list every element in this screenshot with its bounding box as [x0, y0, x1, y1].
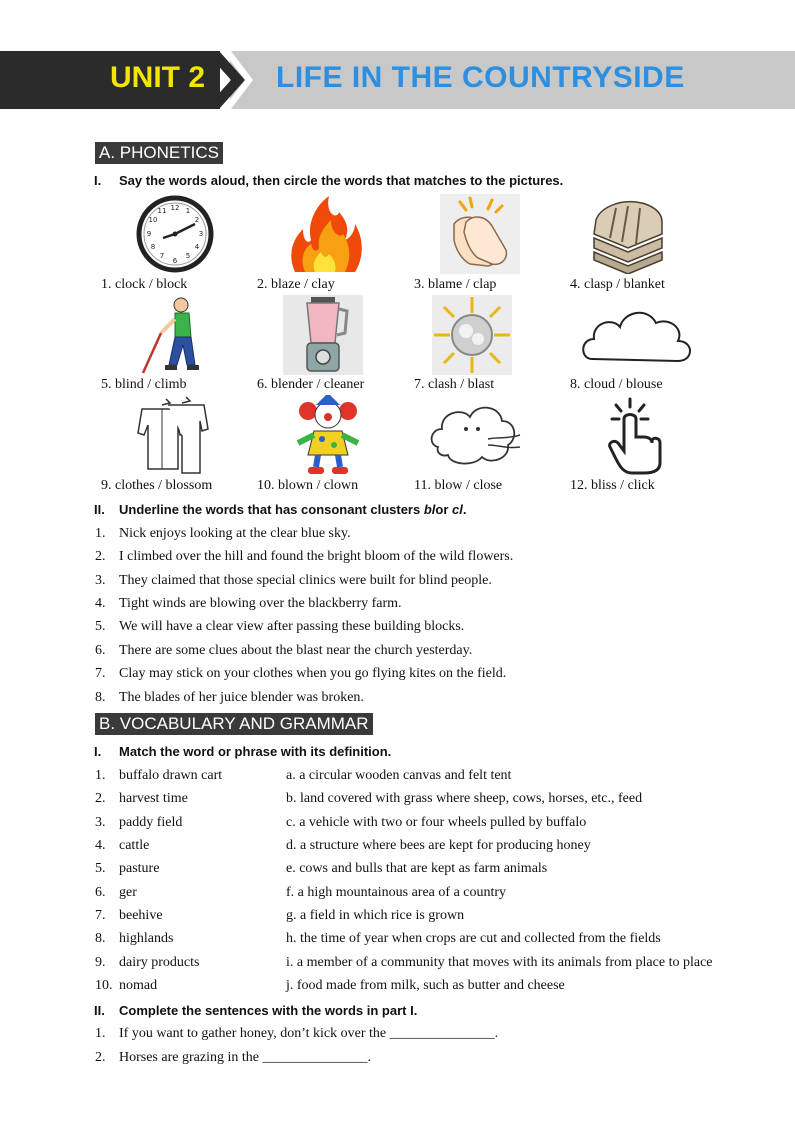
sentence-text: The blades of her juice blender was broken.	[119, 690, 364, 705]
blender-icon	[283, 295, 363, 375]
sentence-number: 1.	[95, 526, 106, 541]
part-number: II.	[94, 502, 105, 517]
clothes-icon	[132, 395, 212, 475]
sentence-number: 7.	[95, 666, 106, 681]
picture-caption: 2. blaze / clay	[257, 277, 335, 292]
picture-caption: 9. clothes / blossom	[101, 478, 213, 493]
match-number: 3.	[95, 815, 106, 830]
match-row	[95, 791, 188, 807]
match-row	[95, 931, 173, 947]
explosion-icon	[432, 295, 512, 375]
sentence-number: 2.	[95, 549, 106, 564]
picture-caption: 8. cloud / blouse	[570, 377, 663, 392]
section-b-part1-instruction	[94, 744, 391, 759]
instruction-text: Say the words aloud, then circle the words that matches to the pictures.	[119, 173, 564, 188]
sentence-text: Horses are grazing in the _______________.	[119, 1050, 371, 1065]
svg-text:1: 1	[185, 207, 191, 215]
match-word: dairy products	[119, 955, 200, 970]
match-word: highlands	[119, 931, 174, 946]
section-a-heading: A. PHONETICS	[95, 142, 223, 164]
sentence-line	[95, 619, 464, 635]
clicking-hand-icon	[600, 395, 680, 475]
svg-text:3: 3	[198, 230, 204, 238]
sentence-number: 2.	[95, 1050, 106, 1065]
svg-text:11: 11	[157, 207, 167, 215]
part-number: I.	[94, 173, 102, 188]
sentence-text: Nick enjoys looking at the clear blue sky.	[119, 526, 351, 541]
picture-caption: 12. bliss / click	[570, 478, 655, 493]
folded-blanket-icon	[588, 194, 668, 274]
match-number: 2.	[95, 791, 106, 806]
svg-text:6: 6	[172, 257, 178, 265]
instruction-text: Complete the sentences with the words in part I.	[119, 1003, 418, 1018]
picture-caption: 4. clasp / blanket	[570, 277, 665, 292]
match-word: harvest time	[119, 791, 188, 806]
sentence-line	[95, 643, 472, 659]
match-definition: b. land covered with grass where sheep, cows, horses, etc., feed	[286, 791, 643, 806]
match-row	[95, 908, 163, 924]
match-word: pasture	[119, 861, 160, 876]
unit-banner	[0, 51, 795, 109]
picture-caption: 10. blown / clown	[257, 478, 359, 493]
match-row	[95, 978, 157, 994]
sentence-line	[95, 573, 492, 589]
match-row	[95, 815, 182, 831]
sentence-text: Clay may stick on your clothes when you go flying kites on the field.	[119, 666, 507, 681]
svg-text:7: 7	[159, 252, 165, 260]
instruction-text: Match the word or phrase with its definition.	[119, 744, 392, 759]
clown-icon	[288, 395, 368, 475]
sentence-number: 6.	[95, 643, 106, 658]
sentence-line	[95, 526, 351, 542]
sentence-text: They claimed that those special clinics were built for blind people.	[119, 573, 492, 588]
part-number: II.	[94, 1003, 105, 1018]
match-row	[95, 838, 149, 854]
instruction-text: or	[435, 502, 453, 517]
picture-caption: 5. blind / climb	[101, 377, 187, 392]
fire-icon	[285, 194, 365, 274]
match-row	[95, 861, 159, 877]
match-definition: i. a member of a community that moves with its animals from place to place	[286, 955, 713, 970]
sentence-number: 1.	[95, 1026, 106, 1041]
part-number: I.	[94, 744, 102, 759]
picture-caption: 1. clock / block	[101, 277, 188, 292]
sentence-text: We will have a clear view after passing these building blocks.	[119, 619, 465, 634]
svg-text:8: 8	[150, 243, 156, 251]
svg-text:2: 2	[194, 216, 200, 224]
match-definition: g. a field in which rice is grown	[286, 908, 465, 923]
section-b-part2-instruction	[94, 1003, 417, 1018]
match-number: 8.	[95, 931, 106, 946]
match-number: 1.	[95, 768, 106, 783]
instruction-emphasis: bl	[423, 502, 436, 517]
instruction-text: Underline the words that has consonant clusters	[119, 502, 424, 517]
sentence-line	[95, 690, 364, 706]
sentence-number: 5.	[95, 619, 106, 634]
clock-icon	[135, 194, 215, 274]
match-number: 7.	[95, 908, 106, 923]
sentence-line	[95, 596, 402, 612]
match-number: 4.	[95, 838, 106, 853]
picture-caption: 3. blame / clap	[414, 277, 497, 292]
picture-caption: 6. blender / cleaner	[257, 377, 365, 392]
instruction-emphasis: cl	[452, 502, 463, 517]
match-definition: e. cows and bulls that are kept as farm animals	[286, 861, 548, 876]
unit-title: LIFE IN THE COUNTRYSIDE	[276, 61, 685, 94]
svg-text:10: 10	[148, 216, 158, 224]
blowing-cloud-icon	[428, 395, 524, 475]
section-a-part1-instruction	[94, 173, 563, 188]
cloud-icon	[578, 295, 698, 375]
sentence-number: 4.	[95, 596, 106, 611]
section-a-part2-instruction	[94, 502, 467, 517]
blind-man-icon	[137, 295, 217, 375]
chevron-arrow-icon	[205, 51, 255, 109]
sentence-text: Tight winds are blowing over the blackberry farm.	[119, 596, 402, 611]
section-b-heading: B. VOCABULARY AND GRAMMAR	[95, 713, 373, 735]
match-row	[95, 768, 222, 784]
match-word: buffalo drawn cart	[119, 768, 223, 783]
svg-text:4: 4	[194, 243, 200, 251]
match-definition: a. a circular wooden canvas and felt tent	[286, 768, 512, 783]
svg-text:12: 12	[170, 204, 180, 212]
match-word: nomad	[119, 978, 158, 993]
sentence-number: 8.	[95, 690, 106, 705]
match-row	[95, 885, 137, 901]
match-number: 5.	[95, 861, 106, 876]
svg-text:9: 9	[146, 230, 152, 238]
match-definition: c. a vehicle with two or four wheels pulled by buffalo	[286, 815, 587, 830]
sentence-line	[95, 1026, 498, 1042]
picture-caption: 11. blow / close	[414, 478, 503, 493]
sentence-text: There are some clues about the blast near the church yesterday.	[119, 643, 473, 658]
sentence-line	[95, 549, 513, 565]
sentence-line	[95, 666, 506, 682]
match-word: cattle	[119, 838, 150, 853]
svg-text:5: 5	[185, 252, 191, 260]
match-word: beehive	[119, 908, 163, 923]
picture-caption: 7. clash / blast	[414, 377, 495, 392]
sentence-number: 3.	[95, 573, 106, 588]
sentence-line	[95, 1050, 371, 1066]
match-definition: d. a structure where bees are kept for producing honey	[286, 838, 591, 853]
match-number: 9.	[95, 955, 106, 970]
clapping-hands-icon	[440, 194, 520, 274]
match-number: 6.	[95, 885, 106, 900]
match-word: paddy field	[119, 815, 183, 830]
match-definition: h. the time of year when crops are cut and collected from the fields	[286, 931, 661, 946]
match-word: ger	[119, 885, 137, 900]
match-row	[95, 955, 199, 971]
unit-number: UNIT 2	[110, 61, 206, 94]
sentence-text: I climbed over the hill and found the bright bloom of the wild flowers.	[119, 549, 514, 564]
instruction-text: .	[462, 502, 467, 517]
match-definition: f. a high mountainous area of a country	[286, 885, 507, 900]
sentence-text: If you want to gather honey, don’t kick over the _______________.	[119, 1026, 499, 1041]
match-number: 10.	[95, 978, 113, 993]
match-definition: j. food made from milk, such as butter and cheese	[286, 978, 565, 993]
